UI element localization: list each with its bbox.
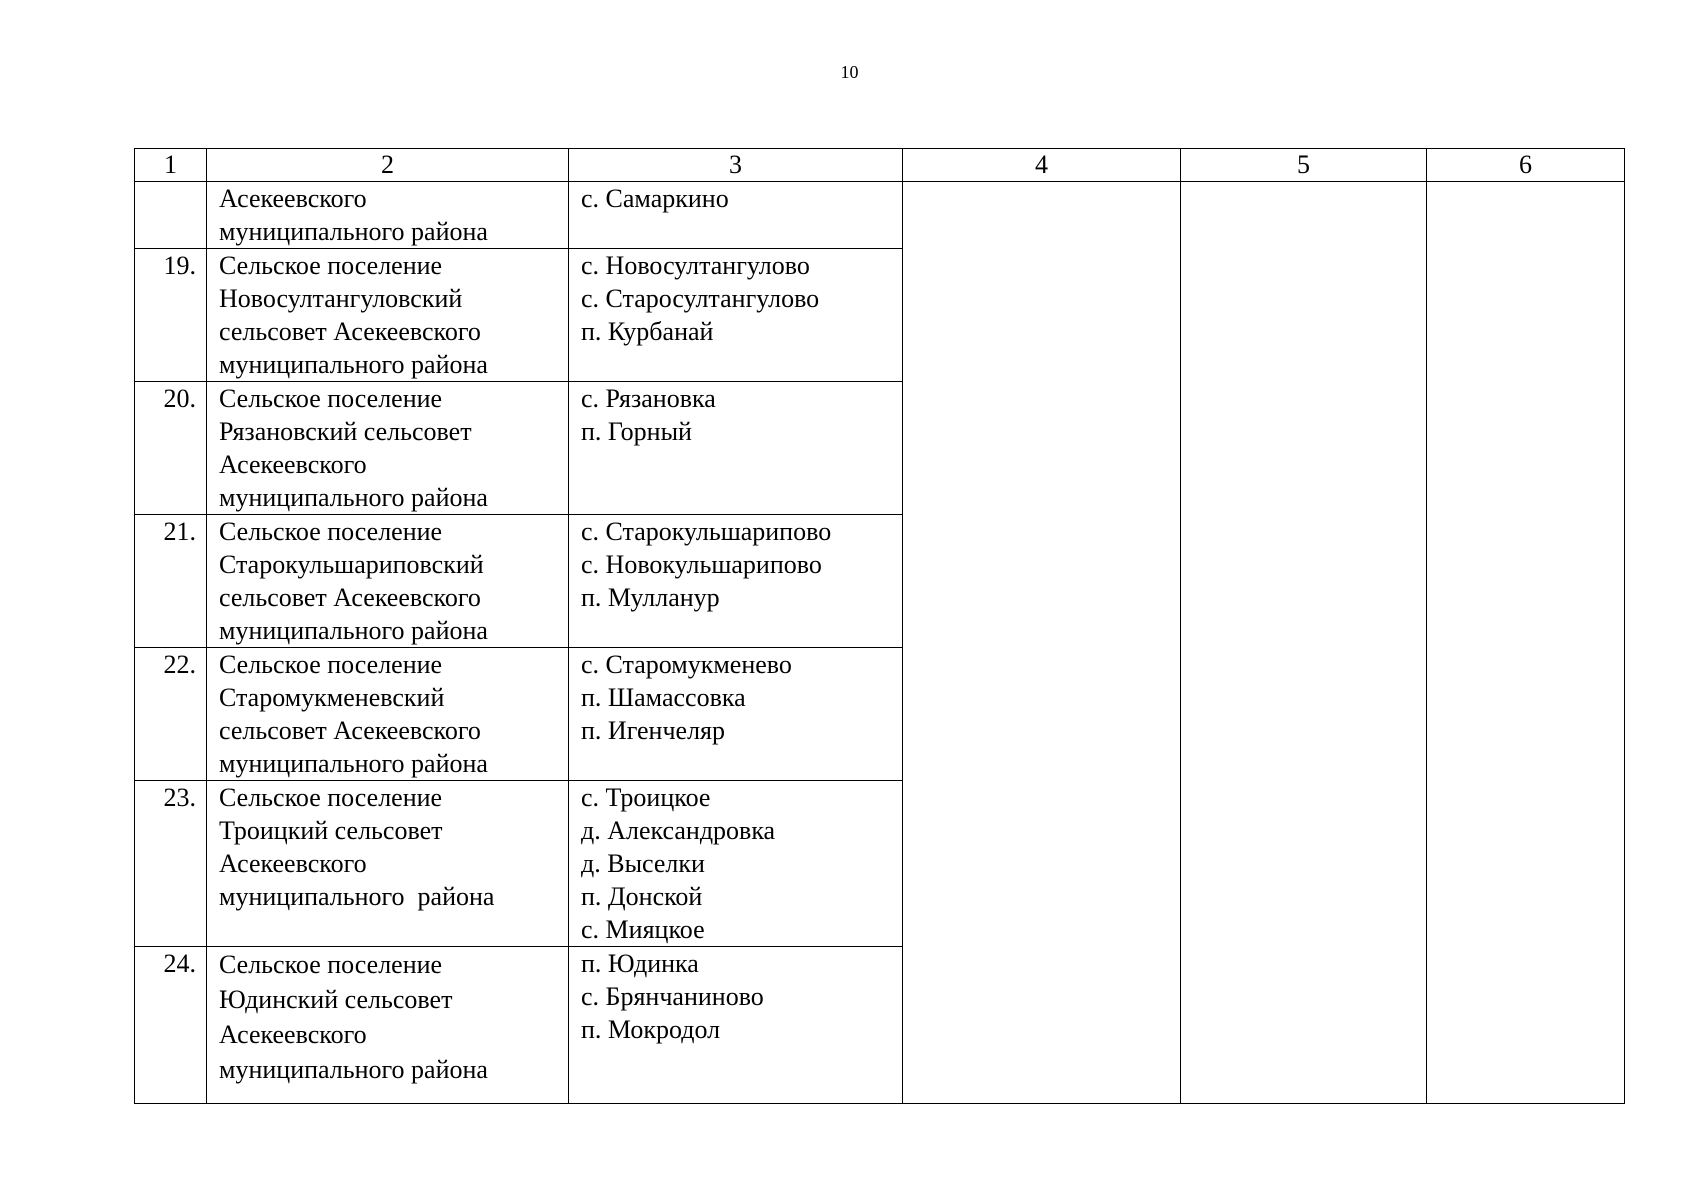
settlement-name-line: муниципального района — [219, 749, 488, 778]
locality-item: с. Брянчаниново — [581, 982, 764, 1011]
settlement-name-line: муниципального района — [219, 350, 488, 379]
settlement-name-line: Троицкий сельсовет — [219, 816, 443, 845]
settlement-name-line: Старомукменевский — [219, 683, 445, 712]
locality-item: с. Рязановка — [581, 384, 716, 413]
settlement-name-cell — [207, 947, 569, 1104]
row-number-cell: 24. — [135, 947, 207, 1104]
settlement-name-line: Сельское поселение — [219, 650, 443, 679]
settlement-name-line: Рязановский сельсовет — [219, 417, 472, 446]
column-header-2: 2 — [207, 149, 569, 182]
settlement-name-line: муниципального района — [219, 1055, 488, 1084]
settlement-name-line: Старокульшариповский — [219, 550, 484, 579]
settlement-name-line: муниципального района — [219, 483, 488, 512]
locality-item: с. Мияцкое — [581, 915, 705, 944]
locality-item: п. Игенчеляр — [581, 716, 726, 745]
localities-cell — [569, 648, 903, 781]
locality-item: п. Шамассовка — [581, 683, 746, 712]
locality-item: с. Новокульшарипово — [581, 550, 822, 579]
settlement-name-line: сельсовет Асекеевского — [219, 583, 481, 612]
column-header-1: 1 — [135, 149, 207, 182]
localities-cell — [569, 182, 903, 249]
locality-item: с. Старомукменево — [581, 650, 792, 679]
row-number-cell: 23. — [135, 781, 207, 947]
table-header-row — [135, 149, 1625, 182]
localities-cell — [569, 382, 903, 515]
locality-item: п. Донской — [581, 882, 703, 911]
locality-item: с. Старосултангулово — [581, 284, 820, 313]
settlements-table — [134, 148, 1625, 1104]
row-number-cell: 19. — [135, 249, 207, 382]
locality-item: с. Самаркино — [581, 184, 729, 213]
column-header-3: 3 — [569, 149, 903, 182]
settlement-name-line: Асекеевского — [219, 450, 367, 479]
settlement-name-line: сельсовет Асекеевского — [219, 716, 481, 745]
settlement-name-line: Сельское поселение — [219, 251, 443, 280]
settlement-name-line: Сельское поселение — [219, 384, 443, 413]
settlement-name-line: муниципального района — [219, 882, 495, 911]
locality-item: п. Мулланур — [581, 583, 720, 612]
locality-item: п. Горный — [581, 417, 692, 446]
locality-item: с. Старокульшарипово — [581, 517, 832, 546]
table-row-continuation — [135, 182, 1625, 249]
row-number-cell — [135, 182, 207, 249]
row-number-cell: 22. — [135, 648, 207, 781]
locality-item: с. Новосултангулово — [581, 251, 810, 280]
settlement-name-line: Асекеевского — [219, 184, 367, 213]
settlement-name-cell — [207, 182, 569, 249]
settlement-name-line: Новосултангуловский — [219, 284, 463, 313]
settlement-name-cell — [207, 382, 569, 515]
settlement-name-cell — [207, 781, 569, 947]
settlement-name-line: Асекеевского — [219, 1020, 367, 1049]
page-number: 10 — [840, 62, 859, 82]
settlement-name-cell — [207, 515, 569, 648]
column-4-cell — [903, 182, 1181, 1104]
settlement-name-line: сельсовет Асекеевского — [219, 317, 481, 346]
column-header-4: 4 — [903, 149, 1181, 182]
locality-item: д. Выселки — [581, 849, 705, 878]
settlement-name-line: Сельское поселение — [219, 517, 443, 546]
settlement-name-line: Юдинский сельсовет — [219, 985, 453, 1014]
row-number-cell: 20. — [135, 382, 207, 515]
locality-item: п. Юдинка — [581, 949, 699, 978]
column-5-cell — [1181, 182, 1427, 1104]
column-header-6: 6 — [1427, 149, 1625, 182]
locality-item: с. Троицкое — [581, 783, 711, 812]
locality-item: п. Курбанай — [581, 317, 714, 346]
localities-cell — [569, 515, 903, 648]
localities-cell — [569, 781, 903, 947]
settlement-name-line: Асекеевского — [219, 849, 367, 878]
settlement-name-cell — [207, 249, 569, 382]
settlement-name-line: муниципального района — [219, 217, 488, 246]
settlement-name-line: Сельское поселение — [219, 950, 443, 979]
row-number-cell: 21. — [135, 515, 207, 648]
locality-item: д. Александровка — [581, 816, 776, 845]
settlement-name-line: муниципального района — [219, 616, 488, 645]
column-header-5: 5 — [1181, 149, 1427, 182]
localities-cell — [569, 249, 903, 382]
localities-cell — [569, 947, 903, 1104]
column-6-cell — [1427, 182, 1625, 1104]
locality-item: п. Мокродол — [581, 1015, 721, 1044]
settlement-name-cell — [207, 648, 569, 781]
settlement-name-line: Сельское поселение — [219, 783, 443, 812]
